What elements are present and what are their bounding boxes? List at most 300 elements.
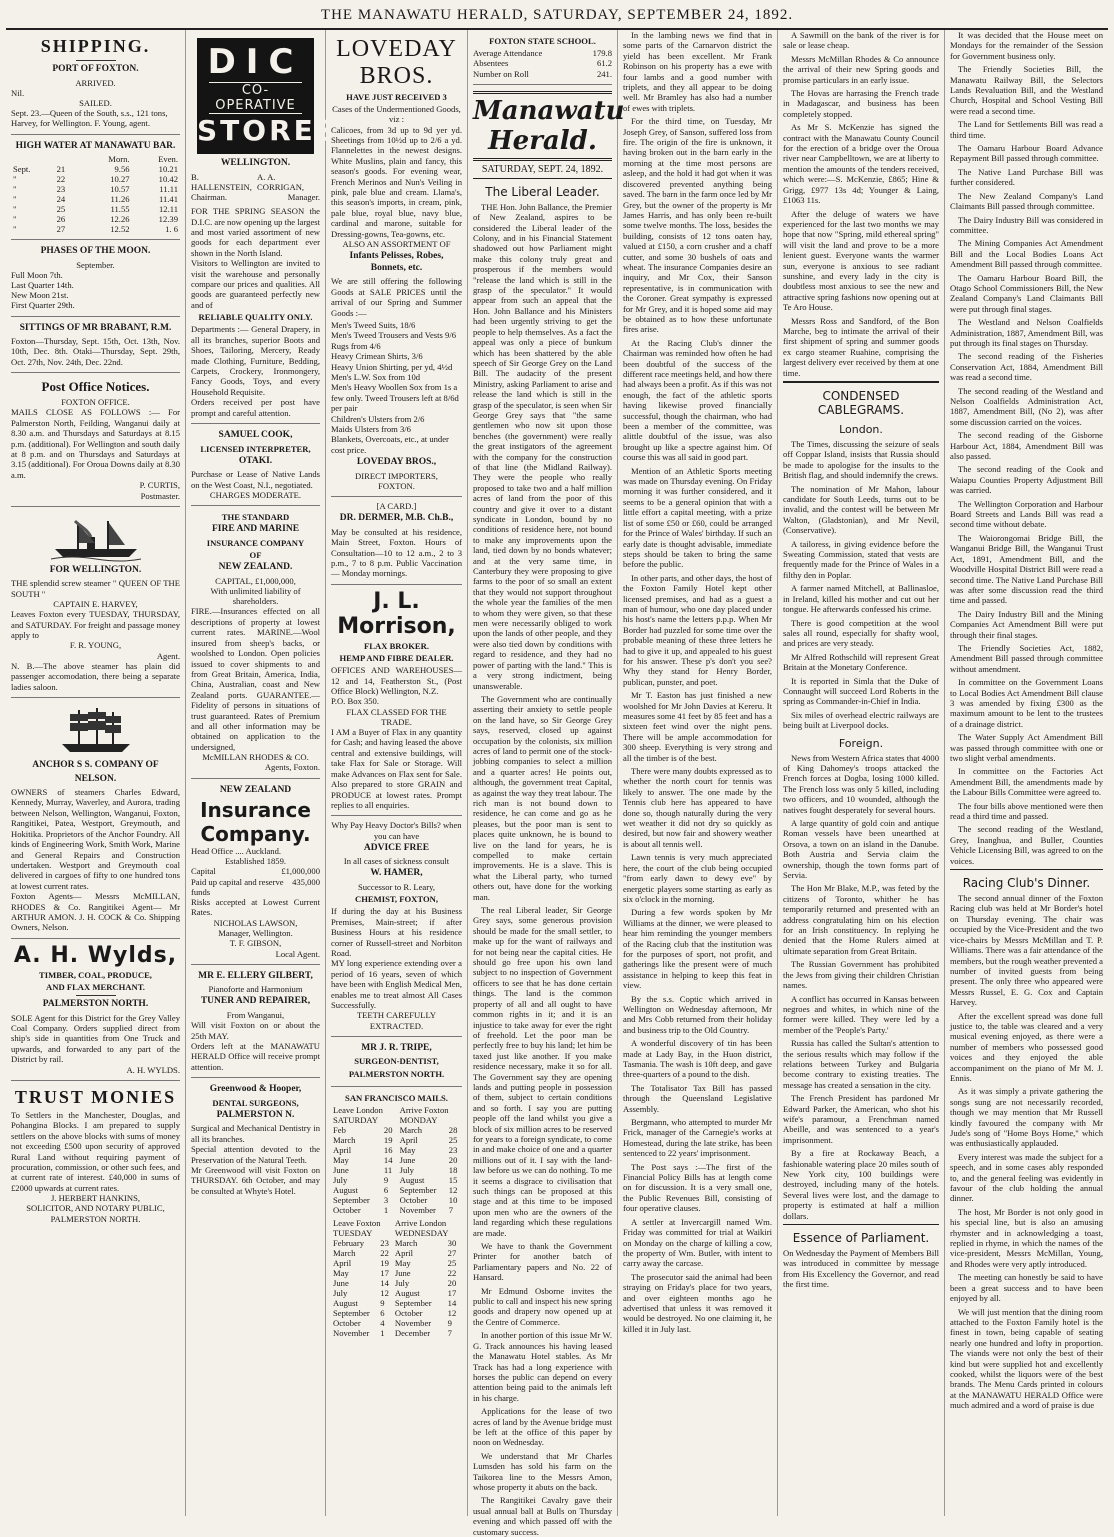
tide-row <box>11 164 180 174</box>
news-paragraph: At the Racing Club's dinner the Chairman was reminded how often he had been doubtful of the success of the different race meetings held, and how there had always been a profit. As if this was not enough, the fact of the athletic sports having likewise proved financially successful, though the chairman, who had been a member of the committee, was alittle doubtful of the issue, was also brought up like a spectre against him. Of course this was all said in good part. <box>623 337 772 463</box>
parliament-paragraph: The four bills above mentioned were then read a third time and passed. <box>950 800 1103 822</box>
sf-cell: October <box>399 1194 428 1205</box>
loveday-sale-item: Men's Tweed Trousers and Vests 9/6 <box>331 330 457 341</box>
sf-cell: March <box>333 1247 356 1258</box>
london-title: London. <box>839 423 883 436</box>
sf-mails-table-1 <box>331 1105 462 1215</box>
agent-name: F. R. YOUNG, <box>69 640 122 651</box>
greenwood-text: Surgical and Mechanical Dentistry in all its branches. <box>191 1123 320 1144</box>
nz-signature: NICHOLAS LAWSON, <box>213 917 298 928</box>
reliable-quality: RELIABLE QUALITY ONLY. <box>198 312 313 323</box>
divider <box>76 60 116 61</box>
sf-header <box>331 1218 462 1238</box>
parliament-paragraph: The Native Land Purchase Bill was further considered. <box>950 166 1103 188</box>
manager-name: A. A. CORRIGAN, <box>257 171 305 192</box>
parliament-news <box>950 30 1103 866</box>
column-4 <box>468 30 625 1537</box>
sf-cell: July <box>394 1277 410 1288</box>
tide-cell: 12.39 <box>158 214 178 225</box>
sf-cell: 12 <box>380 1287 389 1298</box>
loveday-signature-2: DIRECT IMPORTERS, <box>355 470 438 481</box>
sf-cell: 18 <box>448 1164 458 1175</box>
school-row-value: 179.8 <box>592 48 612 59</box>
tide-row <box>11 174 180 184</box>
sf-row <box>331 1268 462 1278</box>
sf-row <box>331 1155 462 1165</box>
tide-row <box>11 224 180 234</box>
trust-title: TRUST MONIES <box>14 1086 177 1107</box>
leader-title: The Liberal Leader. <box>485 184 600 199</box>
loveday-sale-item: Blankets, Overcoats, etc., at under cost price. <box>331 434 449 455</box>
sf-cell: 12 <box>448 1184 458 1195</box>
cook-name: SAMUEL COOK, <box>218 430 293 441</box>
foreign-news <box>783 753 939 1221</box>
news-paragraph: A wonderful discovery of tin has been made at Lady Bay, in the Huon district, Tasmania. The wash is 10ft deep, and gave three-quarters of a pound to the dish. <box>623 1038 772 1080</box>
hamer-successor: Successor to R. Leary, <box>357 881 435 892</box>
hamer-cases: In all cases of sickness consult <box>343 856 450 867</box>
loveday-sale-item: Heavy Crimean Shirts, 3/6 <box>331 351 423 362</box>
london-news <box>783 439 939 731</box>
news-paragraph: Mention of an Athletic Sports meeting was made on Thursday evening. On Friday morning it was further considered, and it seems to be a general opinion that with a little effort a capital meeting, with a prize list of some £50 or £60, could be arranged for the Prince of Wales' birthday. If such an early date is thought advisable, immediate steps should be taken to bring the same before the public. <box>623 465 772 570</box>
moon-line: New Moon 21st. <box>11 290 69 301</box>
sf-head-cell: Leave Foxton TUESDAY <box>333 1217 381 1238</box>
loveday-signature-3: FOXTON. <box>378 480 415 491</box>
sf-cell: 7 <box>447 1327 452 1338</box>
sf-cell: 14 <box>383 1154 393 1165</box>
sf-cell: 19 <box>383 1134 393 1145</box>
sf-cell: 11 <box>383 1164 393 1175</box>
post-text: MAILS CLOSE AS FOLLOWS :— For Palmerston North, Feilding, Wanganui daily at 8.30 a.m. and Thursdays and Saturdays at 8.15 p.m. (additional). For Wellington and south daily at 8 p.m. and on Thursdays and Saturdays at 3.15 (additional). For Oroua Downs daily at 8.30 a.m. <box>11 407 180 480</box>
tide-cell: 25 <box>56 204 66 215</box>
local-notes <box>783 30 939 378</box>
wellington-text: THE splendid screw steamer " QUEEN OF THE SOUTH " <box>11 578 180 599</box>
nz-established: Established 1859. <box>224 856 287 867</box>
sf-cell: June <box>394 1267 411 1278</box>
moon-line: Full Moon 7th. <box>11 269 63 280</box>
foreign-paragraph: Russia has called the Sultan's attention to the serious results which may follow if the relations between Turkey and Bulgaria become contrary to existing treaties. The message has created a sensation in the city. <box>783 1038 939 1090</box>
london-paragraph: The Times, discussing the seizure of seals off Coppar Island, insists that Russia should be made to apologise for the insults to the British flag, and should indemnify the crews. <box>783 439 939 481</box>
tide-cell: 10.57 <box>110 184 130 195</box>
morrison-role-2: HEMP AND FIBRE DEALER. <box>339 653 454 664</box>
sf-cell: 30 <box>447 1237 457 1248</box>
sf-row <box>331 1145 462 1155</box>
cook-role: LICENSED INTERPRETER, <box>200 443 311 454</box>
dic-names <box>191 172 320 192</box>
sf-cell: June <box>399 1154 416 1165</box>
dermer-text: May be consulted at his residence, Main Street, Foxton. Hours of Consultation—10 to 12 a.m., 2 to 3 p.m., 7 to 8 p.m. Public Vaccination — Monday mornings. <box>331 526 462 579</box>
leader-paragraph: The real Liberal leader, Sir George Grey says, some generous provision should be made for the small settler, to make up for the want of railways and for not being near the capital cities. He should go free upon his own land subject to no inspection of Government officers to see that he has done certain things. The land is the common property of all and all ought to have common rights in it; and it is an injustice to take away for ever the right of freehold. Let the poor man be perfectly free to buy his land; let him be taxed just like another. If you make residence necessary, make it so for all. The Government say they are opening lands and putting people in possession of them, subject to certain conditions and so forth. I say you are putting people off the land whilst you give a block of six million acres to be reserved for years to a foreign syndicate, to come in and make choice of one and a quarter millions out of it. I say with the land-law before us we can do nothing. To me it seems a disgrace to civilisation that such things can be proposed at this stage and at this time to be imposed upon men who are the owners of the land regarding which these regulations are made. <box>473 905 612 1238</box>
tide-cell: 12.11 <box>158 204 178 215</box>
sf-cell: February <box>333 1237 365 1248</box>
leader-paragraph: THE Hon. John Ballance, the Premier of New Zealand, aspires to be considered the Liberal leader of the Colony, and in his Financial Statement shadowed out how Parliament might make this colony truly great and prosperous if the members would "release the land which is still in the grasp of the speculator." It would appear from such an appeal that the Hon. John Ballance and his Ministers had been urgently striving to get the people to help themselves. As a fact the appeal was only a piece of bunkum which has been shattered by the able speech of Sir George Grey on the Land Bill. The audacity of the present Ministry, asking Parliament to arise and release the land which is still in the grasp of the speculator, is seen when Sir George Grey says that "the same gentlemen who now sit upon those benches (the government) were really the great instigators of the agreement with the company for the construction of that line (the Midland Railway). They were the people who really proposed to take two and a half million acres of land from the poor of this country and give it over to a distant syndicate in London, bound by no conditions of residence here, not bound to make any improvements upon the land, tied down by no bonds whatever; and at the very same time, in Canterbury they were proposing to give farms to the poor of so small an extent that they would not support throughout the whole year the families of the men to whom they were given, so that these men were necessarily obliged to work upon the lands of other people, and they were also tied down by conditions with regard to residence, and they had no power of parting with the land." This is a very strong indictment, being unanswerable. <box>473 201 612 691</box>
parliament-paragraph: It was decided that the House meet on Mondays for the remainder of the Session for Government business only. <box>950 30 1103 61</box>
parliament-paragraph: The second reading of the Westland and Nelson Coalfields Administration Act, 1887, Amendment Bill, (No 2), was after some discussion carried on the voices. <box>950 385 1103 427</box>
sf-cell: May <box>333 1154 349 1165</box>
sf-rows-1 <box>331 1125 462 1215</box>
wellington-nb: N. B.—The above steamer has plain did passenger accomodation, there being a separate ladies saloon. <box>11 660 180 692</box>
sf-cell: 23 <box>380 1237 389 1248</box>
loveday-sale-item: Men's Heavy Woollen Sox from 1s a few only. Tweed Trousers left at 8/6d per pair <box>331 382 459 414</box>
news-paragraph: The Totalisator Tax Bill has passed through the Queensland Legislative Assembly. <box>623 1082 772 1114</box>
sf-cell: 27 <box>447 1247 457 1258</box>
school-row-value: 61.2 <box>596 58 612 69</box>
tide-cell: 10.27 <box>110 174 130 185</box>
tide-head-cell <box>55 154 81 164</box>
london-paragraph: It is reported in Simla that the Duke of Connaught will succeed Lord Roberts in the spring as Commander-in-Chief in India. <box>783 675 939 707</box>
arrived-label: ARRIVED. <box>75 77 116 88</box>
sf-cell: October <box>394 1307 423 1318</box>
dermer-name: DR. DERMER, M.B. Ch.B., <box>339 513 454 524</box>
sf-row <box>331 1288 462 1298</box>
school-row-value: 241. <box>596 68 612 79</box>
standard-capital: CAPITAL, £1,000,000, <box>215 575 296 586</box>
gilbert-from: From Wanganui, <box>226 1009 285 1020</box>
tide-cell: 24 <box>56 194 66 205</box>
column-6 <box>778 30 945 1516</box>
morrison-classed: FLAX CLASSED FOR THE TRADE. <box>346 706 447 727</box>
sf-row <box>331 1318 462 1328</box>
loveday-sale-item: Men's L.W. Sox from 10d <box>331 371 421 382</box>
sf-cell: March <box>394 1237 418 1248</box>
sf-cell: 1 <box>383 1204 389 1215</box>
sf-cell: March <box>399 1124 423 1135</box>
news-paragraph: The Hovas are harrasing the French trade in Madagascar, and business has been completely stopped. <box>783 88 939 119</box>
morrison-offices: OFFICES AND WAREHOUSES— 12 and 14, Featherston St., (Post Office Block) Wellington, N.Z. <box>331 665 462 697</box>
chairman-name: B. HALLENSTEIN, <box>191 171 252 192</box>
leader-paragraph: We have to thank the Government Printer for another batch of Parliamentary papers and No. 22 of Hansard. <box>473 1241 612 1283</box>
sittings-title: SITTINGS OF MR BRABANT, R.M. <box>19 322 172 333</box>
loveday-infants: Infants Pelisses, Robes, Bonnets, etc. <box>349 251 444 273</box>
london-paragraph: Mr Alfred Rothschild will represent Great Britain at the Monetary Conference. <box>783 651 939 673</box>
tide-cell: " <box>13 224 17 235</box>
parliament-paragraph: The Waiorongomai Bridge Bill, the Wanganui Bridge Bill, the Wanganui Trust Act, 1891, Amendment Bill, and the Woodville Hospital District Bill were read a second time. The Native Land Purchase Bill was after some discussion read the third time and passed. <box>950 532 1103 606</box>
leader-paragraph: We understand that Mr Charles Lumsden has sold his farm on the Taikorea line to the Messrs Amon, whose property it abuts on the back. <box>473 1450 612 1492</box>
sf-cell: 16 <box>383 1144 393 1155</box>
sf-cell: 20 <box>383 1124 393 1135</box>
sf-row <box>331 1248 462 1258</box>
london-paragraph: A farmer named Mitchell, at Ballinasloe, in Ireland, killed his mother and cut out her tongue. He afterwards confessed his crime. <box>783 583 939 615</box>
essence-text: On Wednesday the Payment of Members Bill was introduced in committee by message from His Excellency the Governor, and read the first time. <box>783 1248 939 1290</box>
hamer-teeth: TEETH CAREFULLY EXTRACTED. <box>356 1010 437 1031</box>
sf-cell: April <box>394 1247 413 1258</box>
nz-capital-row <box>191 866 320 876</box>
sf-row <box>331 1185 462 1195</box>
sf-row <box>331 1125 462 1135</box>
sf-cell: 25 <box>448 1134 458 1145</box>
loveday-sale-list <box>331 320 462 455</box>
wylds-text: SOLE Agent for this District for the Grey Valley Coal Company. Orders supplied direct from ship's side in quantities from One Truck and upwards, and forwarded to any part of the District by rail. <box>11 1012 180 1065</box>
racing-paragraph: The host, Mr Border is not only good in his special line, but is also an amusing rhymster and in acknowledging a toast, replied in rhyme, in which the names of the vice-president, Messrs McMillan, Young, and Rhodes were very aptly introduced. <box>950 1206 1103 1269</box>
post-signature-role: Postmaster. <box>140 490 180 501</box>
sf-cell: August <box>394 1287 420 1298</box>
wellington-title: FOR WELLINGTON. <box>49 564 142 575</box>
wylds-name: A. H. Wylds, <box>13 942 178 968</box>
tide-cell: 11.41 <box>158 194 178 205</box>
hamer-question: Why Pay Heavy Doctor's Bills? when you can have <box>331 820 462 841</box>
school-row <box>473 58 612 68</box>
column-3 <box>326 30 468 1516</box>
sf-row <box>331 1175 462 1185</box>
hamer-role: CHEMIST, FOXTON, <box>354 894 438 905</box>
foreign-title: Foreign. <box>838 736 884 750</box>
sf-cell: September <box>399 1184 437 1195</box>
school-row <box>473 48 612 58</box>
parliament-paragraph: The Wellington Corporation and Harbour Board Streets and Lands Bill was read a second time without debate. <box>950 498 1103 530</box>
news-paragraph: A Sawmill on the bank of the river is for sale or lease cheap. <box>783 30 939 51</box>
parliament-paragraph: The Dairy Industry Bill and the Mining Companies Act Amendment Bill were put through their final stages. <box>950 608 1103 640</box>
hamer-name: W. HAMER, <box>370 868 423 879</box>
sf-row <box>331 1298 462 1308</box>
loveday-goods: Calicoes, from 3d up to 9d yer yd. Sheetings from 10½d up to 2/6 a yd. Flannelettes in the newest designs. White Muslins, plain and fancy, this season's goods. For evening wear, French Merinos and Nun's Veiling in pink, pale blue and cream. Llama's, this season's imports, in cream, pink, pale blue, royal blue, navy blue, cardinal and marone, suitable for Dressing-gowns, Tea-gowns, etc. <box>331 124 462 239</box>
news-paragraph: In other parts, and other days, the host of the Foxton Family Hotel kept other licensed premises, and had as a guest a man of humour, who one day placed under his host's name the letters p.p.p. When Mr Border had puzzled for some time over the probable meaning of these three letters he had to give it up, and appealed to his guest for his answer. These p's don't you see? Why they stand for Henry Border, publican, punster, and poet. <box>623 572 772 687</box>
sf-cell: 22 <box>447 1267 457 1278</box>
column-7 <box>945 30 1108 1516</box>
parliament-paragraph: The second reading of the Westland, Grey, Inanghua, and Buller, Counties Vehicle Licensing Bill, was agreed to on the voices. <box>950 824 1103 866</box>
sf-cell: 17 <box>380 1267 389 1278</box>
section-rule <box>783 1224 939 1225</box>
post-sub: FOXTON OFFICE. <box>61 397 130 408</box>
gilbert-name: MR E. ELLERY GILBERT, <box>198 970 313 981</box>
masthead: THE MANAWATU HERALD, SATURDAY, SEPTEMBER 24, 1892. <box>6 4 1108 30</box>
news-paragraph: The prosecutor said the animal had been straying on Friday's place for two years, and over eighteen months ago he advertised that unless it was removed it would be destroyed. No one claiming it, he killed it in July last. <box>623 1271 772 1334</box>
sf-cell: April <box>333 1257 352 1268</box>
sf-cell: Feb <box>333 1124 346 1135</box>
sf-cell: 10 <box>448 1194 458 1205</box>
loveday-have: HAVE JUST RECEIVED 3 <box>346 92 447 102</box>
sf-cell: October <box>333 1317 361 1328</box>
sf-cell: May <box>394 1257 411 1268</box>
cook-place: OTAKI. <box>238 455 273 466</box>
sf-mails-title: SAN FRANCISCO MAILS. <box>345 1092 448 1103</box>
sf-row <box>331 1135 462 1145</box>
loveday-also: ALSO AN ASSORTMENT OF <box>342 239 451 250</box>
divider <box>76 995 116 996</box>
morrison-role: FLAX BROKER. <box>364 640 429 651</box>
sf-cell: August <box>333 1297 358 1308</box>
foreign-paragraph: The French President has pardoned Mr Edward Parker, the American, who shot his wife's paramour, a Frenchman named Abeille, and was sentenced to a year's imprisonment. <box>783 1093 939 1145</box>
sf-row <box>331 1205 462 1215</box>
sf-cell: 20 <box>448 1154 458 1165</box>
parliament-paragraph: The second reading of the Gisborne Harbour Act, 1884, Amendment Bill was also passed. <box>950 430 1103 462</box>
agent-role: Agent. <box>156 650 180 661</box>
tide-row <box>11 194 180 204</box>
nz-agent-role: Local Agent. <box>275 948 320 959</box>
hamer-experience: MY long experience extending over a period of 16 years, seven of which have been with English Medical Men, enables me to treat almost All Cases Successfully. <box>331 958 462 1010</box>
london-paragraph: The nomination of Mr Mahon, labour candidate for South Leeds, turns out to be invalid, and the contest will be between Mr Walton, (Gladstonian), and Mr Nevil, (Conservative). <box>783 483 939 536</box>
sf-cell: May <box>333 1267 349 1278</box>
nz-signature-role: Manager, Wellington. <box>218 928 293 939</box>
sf-cell: September <box>394 1297 432 1308</box>
london-paragraph: Six miles of overhead electric railways are being built at Liverpool docks. <box>783 709 939 731</box>
nz-name: Insurance Company. <box>200 798 311 847</box>
cable-title: CONDENSED CABLEGRAMS. <box>817 389 905 417</box>
foreign-paragraph: By a fire at Rockaway Beach, a fashionable watering place 20 miles south of New York city, 100 buildings were destroyed, including many of the hotels. Several lives were lost, and the damage to property is estimated at half a million dollars. <box>783 1148 939 1221</box>
foreign-paragraph: A conflict has occurred in Kansas between negroes and whites, in which nine of the former were killed. They were led by a member of the 'People's Party.' <box>783 993 939 1035</box>
sf-cell: August <box>333 1184 358 1195</box>
tide-cell: 11.55 <box>110 204 130 215</box>
tide-cell: 10.21 <box>158 164 178 175</box>
parliament-paragraph: The Water Supply Act Amendment Bill was passed through committee with one or two slight verbal amendments. <box>950 732 1103 763</box>
sf-cell: 14 <box>447 1297 457 1308</box>
foreign-paragraph: The Russian Government has prohibited the Jews from giving their children Christian names. <box>783 959 939 991</box>
sf-cell: 12 <box>447 1307 457 1318</box>
sf-cell: April <box>399 1134 418 1145</box>
post-signature: P. CURTIS, <box>139 480 180 491</box>
parliament-paragraph: The second reading of the Fisheries Conservation Act, 1884, Amendment Bill was read a second time. <box>950 351 1103 383</box>
essence-title: Essence of Parliament. <box>792 1231 930 1246</box>
wylds-trade: TIMBER, COAL, PRODUCE, <box>39 969 152 980</box>
tide-cell: 11.26 <box>110 194 130 205</box>
nz-head-office: Head Office .... Auckland. <box>191 846 282 857</box>
parliament-paragraph: The Mining Companies Act Amendment Bill and the Local Bodies Loans Act Amendment Bill passed through committee. <box>950 238 1103 270</box>
news-paragraph: As Mr S. McKenzie has signed the contract with the Manawatu County Council for the erection of a bridge over the Oroua river near Campbelltown, we are at liberty to mention the amounts of the tenders received, which were:—S. McKenzie, £865; Hine & Grigg, £977 13s 4d; Younger & Laing, £1063 11s. <box>783 122 939 206</box>
sf-row <box>331 1195 462 1205</box>
sf-cell: July <box>333 1174 348 1185</box>
news-paragraph: In the lambing news we find that in some parts of the Carnarvon district the yield has been excellent. Mr Frank Robinson on his property has a ewe with four lambs and a good number with triplets, and they all appear to be doing well. Mr Bramley has also had a number of ewes with triplets. <box>623 30 772 113</box>
port-title: PORT OF FOXTON. <box>52 64 139 74</box>
dic-logo-line-2: CO-OPERATIVE <box>209 82 302 114</box>
paper-title: Manawatu Herald. <box>473 91 612 161</box>
parliament-paragraph: The Oamaru Harbour Board Advance Repayment Bill passed through committee. <box>950 143 1103 164</box>
morrison-body: I AM a Buyer of Flax in any quantity for Cash; and having leased the above central and extensive buildings, will take Flax for Sale or Storage. Will make Advances on Flax sent for Sale. Also prepared to store GRAIN and PRODUCE at lowest rates. Prompt replies to all enquiries. <box>331 727 462 810</box>
sf-cell: 6 <box>383 1184 389 1195</box>
wylds-place: PALMERSTON NORTH. <box>42 999 149 1010</box>
leader-paragraph: The Government who are continually asserting their anxiety to settle people on the land have, so Sir George Grey says, reserved, closed up against occupation by the colonists, six million acres of land to permit one of the stock-jobbing companies to select a million and a quarter acres! He points out, although, the government treat Capital, as against the way they treat labour. The rich man is not bound down to residence, he can come and go as he pleases, but the poor man is sent to places quite unknown, he is bound to live on the land for years, he is compelled to make certain improvements. He is a slave. This is what the Liberal party, who turned others out, have done for the working man. <box>473 693 612 902</box>
sf-cell: 9 <box>380 1297 385 1308</box>
racing-paragraph: As it was simply a private gathering the songs sung are not necessarily recorded, though we may mention that Mr Russell kindly favoured the company with Mr Jude's song of "Home Boys Home," which was enthusiastically applauded. <box>950 1086 1103 1149</box>
sf-cell: April <box>333 1144 352 1155</box>
london-paragraph: A tailoress, in giving evidence before the Sweating Commission, stated that vests are frequently made for the Prince of Wales in a filthy den in Poplar. <box>783 538 939 580</box>
dermer-card: [A CARD.] <box>376 501 417 512</box>
gilbert-orders: Orders left at the MANAWATU HERALD Office will receive prompt attention. <box>191 1040 320 1072</box>
news-paragraph: By the s.s. Coptic which arrived in Wellington on Wednesday afternoon, Mr and Mrs Cobb returned from their holiday and business trip to the Old Country. <box>623 993 772 1035</box>
trust-signature: J. HERBERT HANKINS, <box>50 1193 141 1204</box>
section-rule <box>950 869 1103 870</box>
dic-city: WELLINGTON. <box>220 158 291 168</box>
standard-title: THE STANDARD <box>221 512 290 523</box>
standard-agents-role: Agents, Foxton. <box>264 762 320 773</box>
morrison-box: P.O. Box 350. <box>331 696 379 707</box>
sf-row <box>331 1258 462 1268</box>
loveday-sale-item: Men's Tweed Suits, 18/6 <box>331 319 416 330</box>
tide-cell: 11.11 <box>159 184 178 195</box>
sf-cell: July <box>333 1287 348 1298</box>
sf-cell: 22 <box>380 1247 389 1258</box>
greenwood-place: PALMERSTON N. <box>216 1109 295 1120</box>
wellington-body: Leaves Foxton every TUESDAY, THURSDAY, and SATURDAY. For freight and passage money apply to <box>11 609 180 641</box>
sf-cell: June <box>333 1164 349 1175</box>
parliament-paragraph: The second reading of the Cook and Waiapu Counties Property Adjustment Bill was carried. <box>950 464 1103 496</box>
racing-paragraph: The meeting can honestly be said to have been a great success and to have been enjoyed by all. <box>950 1272 1103 1304</box>
news-paragraph: After the deluge of waters we have experienced for the last two months we may hope that now "Spring, mild ethereal spring" will visit the land and prove to be a more lenient guest. Everyone wants the warmer sun, everyone is anxious to see radiant sunshine, and every lady in the city is doubtless most anxious to see the new and attractive spring fashions now opening out at Te Aro House. <box>783 208 939 313</box>
arrived-text: Nil. <box>11 87 25 98</box>
sf-rows-2 <box>331 1238 462 1338</box>
tide-cell: 9.56 <box>114 164 130 175</box>
sf-head-cell: Arrive Foxton MONDAY <box>399 1104 449 1125</box>
dic-logo-line-3: STORES <box>197 114 339 147</box>
parliament-paragraph: The Westland and Nelson Coalfields Administration, 1887, Amendment Bill, was put through its final stages on Thursday. <box>950 317 1103 348</box>
racing-paragraph: Every interest was made the subject for a speech, and in some cases ably responded to, and the general feeling was evidently in favour of the club holding the annual dinner. <box>950 1151 1103 1204</box>
sittings-text: Foxton—Thursday, Sept. 15th, Oct. 13th, Nov. 10th, Dec. 8th. Otaki—Thursday, Sept. 29th, Oct. 27th, Nov. 24th, Dec. 22nd. <box>11 336 180 367</box>
captain: CAPTAIN E. HARVEY, <box>53 599 138 610</box>
news-paragraph: Messrs Ross and Sandford, of the Bon Marche, beg to intimate the arrival of their first shipment of spring and summer goods ex cargo steamer Ruahine, comprising the largest delivery ever received by them at one time. <box>783 315 939 378</box>
loveday-sale: We are still offering the following Goods at SALE PRICES until the arrival of our Spring and Summer Goods :— <box>331 276 462 318</box>
news-paragraph: A settler at Invercargill named Wm. Friday was committed for trial at Waikiri on Monday on the charge of killing a cow, the property of Wm. Butler, with intent to carry away the carcase. <box>623 1216 772 1269</box>
sf-cell: 9 <box>447 1317 452 1328</box>
cook-text: Purchase or Lease of Native Lands on the West Coast, N.I., negotiated. <box>191 469 320 490</box>
school-row-label: Average Attendance <box>473 48 543 59</box>
news-paragraph: There were many doubts expressed as to whether the north court for tennis was likely to answer. The one made by the Tennis club here has appeared to have done so, though naturally during the very wet weather it did not dry so quickly as desired, but now fair and showery weather is about all tennis well. <box>623 766 772 849</box>
foreign-paragraph: News from Western Africa states that 4000 of King Dahomey's troops attacked the French forces at Dogba, losing 1000 killed. The French loss was only 5 killed, including two officers, and 10 wounded, although the natives fought desperately for several hours. <box>783 752 939 815</box>
greenwood-title: Greenwood & Hooper, <box>209 1084 302 1095</box>
sf-cell: 17 <box>447 1287 457 1298</box>
tide-cell: 12.26 <box>110 214 130 225</box>
tide-table <box>11 154 180 234</box>
sf-cell: September <box>333 1307 370 1318</box>
sf-cell: July <box>399 1164 414 1175</box>
highwater-title: HIGH WATER AT MANAWATU BAR. <box>15 140 176 151</box>
news-paragraph: Bergmann, who attempted to murder Mr Frick, manager of the Carnegie's works at Homestead, during the late strike, has been sentenced to 22 years' imprisonment. <box>623 1117 772 1159</box>
sf-head-cell: Arrive London WEDNESDAY <box>394 1217 449 1238</box>
spring-text: FOR THE SPRING SEASON the D.I.C. are now opening up the largest and most varied assortment of new goods for each department ever shown in the North Island. <box>191 206 320 258</box>
dic-roles <box>191 192 320 202</box>
tide-row <box>11 214 180 224</box>
sf-row <box>331 1328 462 1338</box>
news-paragraph: Messrs McMillan Rhodes & Co announce the arrival of their new Spring goods and promise particulars in an early issue. <box>783 53 939 85</box>
sf-header <box>331 1105 462 1125</box>
sailed-label: SAILED. <box>79 97 112 108</box>
standard-nz: NEW ZEALAND. <box>218 562 293 573</box>
loveday-sale-item: Children's Ulsters from 2/6 <box>331 413 425 424</box>
tide-header <box>11 154 180 164</box>
tide-row <box>11 204 180 214</box>
section-rule <box>783 381 939 383</box>
sf-cell: May <box>399 1144 416 1155</box>
news-paragraph: Lawn tennis is very much appreciated here, the court of the club being occupied "from early dawn to dewy eve" by energetic players some starting as early as six o'clock in the morning. <box>623 852 772 904</box>
tripe-name: MR J. R. TRIPE, <box>361 1042 432 1053</box>
nz-row-value: 435,000 <box>292 876 320 887</box>
gilbert-role: Pianoforte and Harmonium <box>208 984 303 995</box>
parliament-paragraph: The Dairy Industry Bill was considered in committee. <box>950 214 1103 235</box>
standard-of: OF <box>249 550 262 561</box>
post-title: Post Office Notices. <box>41 379 150 395</box>
sf-cell: 15 <box>448 1174 458 1185</box>
sf-cell: 9 <box>383 1174 389 1185</box>
hamer-text: If during the day at his Business Premises, Main-street; if after Business Hours at his residence corner of Russell-street and Norbiton Road. <box>331 906 462 958</box>
sf-cell: 25 <box>447 1257 457 1268</box>
greenwood-sub: DENTAL SURGEONS, <box>212 1097 299 1108</box>
chairman-role: Chairman. <box>191 191 228 202</box>
sf-cell: November <box>399 1204 436 1215</box>
steamer-ship-icon <box>51 515 141 561</box>
wylds-trade-2: AND FLAX MERCHANT. <box>46 981 145 992</box>
news-paragraph: During a few words spoken by Mr Williams at the dinner, we were pleased to hear him reminding the younger members of the Racing club that the institution was for the purposes of sport, not profit, and gatherings like the present were of much assistance in helping to keep this feat in view. <box>623 907 772 991</box>
school-row-label: Absentees <box>473 58 509 69</box>
orders-text: Orders received per post have prompt and careful attention. <box>191 397 320 418</box>
news-paragraph: Mr T. Easton has just finished a new woolshed for Mr John Davies at Kereru. It measures some 41 feet by 85 feet and has a sixteen feet wind over the night pens. There will be ample accommodation for 300 sheep. Everything is very strong and all the timber is of the best. <box>623 690 772 763</box>
school-row-label: Number on Roll <box>473 68 529 79</box>
tide-row <box>11 184 180 194</box>
morrison-name: J. L. Morrison, <box>337 588 456 639</box>
parliament-paragraph: In committee on the Factories Act Amendment Bill, the amendments made by the Labour Bills Committee were agreed to. <box>950 766 1103 798</box>
sf-cell: March <box>333 1134 356 1145</box>
loveday-sale-item: Heavy Union Shirting, per yd, 4½d <box>331 361 453 372</box>
sf-cell: August <box>399 1174 425 1185</box>
leader-paragraph: Applications for the lease of two acres of land by the Avenue bridge must be left at the office of this paper by noon on Wednesday. <box>473 1406 612 1448</box>
tripe-place: PALMERSTON NORTH. <box>348 1068 445 1079</box>
loveday-signature: LOVEDAY BROS., <box>356 457 437 468</box>
moon-line: First Quarter 29th. <box>11 300 75 311</box>
